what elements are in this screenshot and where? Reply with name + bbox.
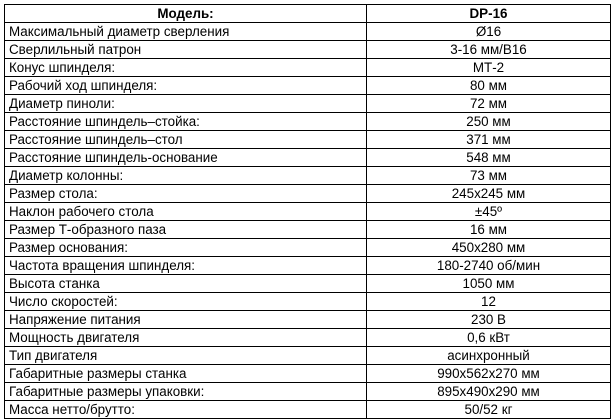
- table-row: [5, 347, 611, 365]
- param-cell: Расстояние шпиндель-основание: [5, 149, 367, 167]
- value-cell: 73 мм: [367, 167, 611, 185]
- value-cell: 180-2740 об/мин: [367, 257, 611, 275]
- table-row: [5, 185, 611, 203]
- value-cell: 230 В: [367, 311, 611, 329]
- param-cell: Габаритные размеры упаковки:: [5, 383, 367, 401]
- value-cell: асинхронный: [367, 347, 611, 365]
- param-cell: Мощность двигателя: [5, 329, 367, 347]
- table-row: [5, 23, 611, 41]
- value-cell: 245x245 мм: [367, 185, 611, 203]
- value-cell: 548 мм: [367, 149, 611, 167]
- table-header-row: [5, 5, 611, 23]
- table-row: [5, 95, 611, 113]
- param-cell: Наклон рабочего стола: [5, 203, 367, 221]
- param-cell: Масса нетто/брутто:: [5, 401, 367, 419]
- value-cell: 80 мм: [367, 77, 611, 95]
- param-cell: Максимальный диаметр сверления: [5, 23, 367, 41]
- param-cell: Габаритные размеры станка: [5, 365, 367, 383]
- table-row: [5, 113, 611, 131]
- table-row: [5, 149, 611, 167]
- param-cell: Расстояние шпиндель–стойка:: [5, 113, 367, 131]
- value-cell: 0,6 кВт: [367, 329, 611, 347]
- table-row: [5, 221, 611, 239]
- header-model-value: DP-16: [367, 5, 611, 23]
- param-cell: Тип двигателя: [5, 347, 367, 365]
- param-cell: Диаметр пиноли:: [5, 95, 367, 113]
- value-cell: 50/52 кг: [367, 401, 611, 419]
- value-cell: 371 мм: [367, 131, 611, 149]
- param-cell: Высота станка: [5, 275, 367, 293]
- table-row: [5, 383, 611, 401]
- spec-sheet: [4, 4, 610, 419]
- table-row: [5, 329, 611, 347]
- value-cell: ±45º: [367, 203, 611, 221]
- value-cell: 895x490x290 мм: [367, 383, 611, 401]
- param-cell: Размер основания:: [5, 239, 367, 257]
- param-cell: Рабочий ход шпинделя:: [5, 77, 367, 95]
- table-row: [5, 365, 611, 383]
- param-cell: Расстояние шпиндель–стол: [5, 131, 367, 149]
- param-cell: Диаметр колонны:: [5, 167, 367, 185]
- header-parameter: Модель:: [5, 5, 367, 23]
- param-cell: Частота вращения шпинделя:: [5, 257, 367, 275]
- table-row: [5, 203, 611, 221]
- value-cell: 450x280 мм: [367, 239, 611, 257]
- value-cell: Ø16: [367, 23, 611, 41]
- table-row: [5, 239, 611, 257]
- table-row: [5, 293, 611, 311]
- value-cell: МТ-2: [367, 59, 611, 77]
- table-row: [5, 275, 611, 293]
- table-row: [5, 257, 611, 275]
- table-row: [5, 311, 611, 329]
- param-cell: Конус шпинделя:: [5, 59, 367, 77]
- value-cell: 72 мм: [367, 95, 611, 113]
- param-cell: Сверлильный патрон: [5, 41, 367, 59]
- table-row: [5, 167, 611, 185]
- specification-table: [4, 4, 611, 419]
- value-cell: 990x562x270 мм: [367, 365, 611, 383]
- value-cell: 16 мм: [367, 221, 611, 239]
- param-cell: Размер стола:: [5, 185, 367, 203]
- value-cell: 250 мм: [367, 113, 611, 131]
- table-row: [5, 41, 611, 59]
- param-cell: Число скоростей:: [5, 293, 367, 311]
- table-row: [5, 77, 611, 95]
- value-cell: 1050 мм: [367, 275, 611, 293]
- value-cell: 12: [367, 293, 611, 311]
- table-row: [5, 59, 611, 77]
- value-cell: 3-16 мм/B16: [367, 41, 611, 59]
- param-cell: Напряжение питания: [5, 311, 367, 329]
- param-cell: Размер Т-образного паза: [5, 221, 367, 239]
- table-row: [5, 131, 611, 149]
- table-row: [5, 401, 611, 419]
